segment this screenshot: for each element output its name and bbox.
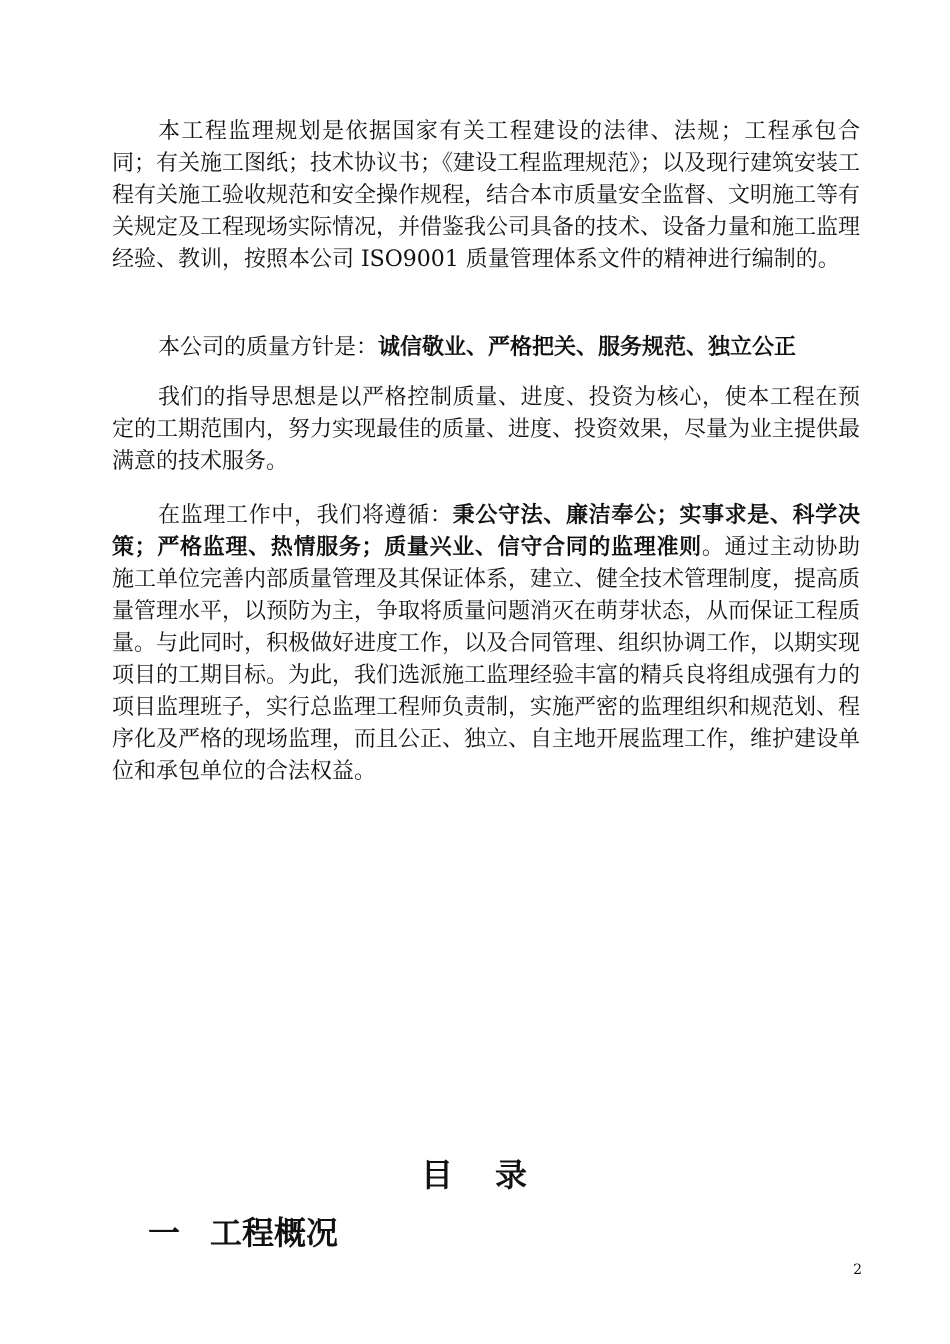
page-number: 2 <box>853 1262 862 1278</box>
toc-title <box>0 1150 950 1196</box>
quality-policy-lead: 本公司的质量方针是： <box>158 335 379 360</box>
paragraph-supervision-principles <box>112 500 860 788</box>
section-number: 一 <box>148 1214 181 1252</box>
paragraph-planning-basis <box>112 116 860 276</box>
quality-policy-line <box>112 332 860 364</box>
principles-lead: 在监理工作中，我们将遵循： <box>158 503 453 528</box>
paragraph-guiding-idea <box>112 382 860 478</box>
toc-title-char-2: 录 <box>495 1156 530 1194</box>
toc-title-char-1: 目 <box>420 1156 455 1194</box>
principles-line <box>112 500 860 788</box>
paragraph-quality-policy <box>112 332 860 364</box>
paragraph-text: 我们的指导思想是以严格控制质量、进度、投资为核心，使本工程在预定的工期范围内，努力实现最佳的质量、进度、投资效果，尽量为业主提供最满意的技术服务。 <box>112 385 861 474</box>
section-heading-1 <box>148 1208 338 1254</box>
paragraph-text: 本工程监理规划是依据国家有关工程建设的法律、法规；工程承包合同；有关施工图纸；技术协议书；《建设工程监理规范》；以及现行建筑安装工程有关施工验收规范和安全操作规程，结合本市质量安全监督、文明施工等有关规定及工程现场实际情况，并借鉴我公司具备的技术、设备力量和施工监理经验、教训，按照本公司 ISO9001 质量管理体系文件的精神进行编制的。 <box>112 119 861 272</box>
section-title: 工程概况 <box>210 1214 339 1252</box>
principles-bold: 秉公守法、廉洁奉公；实事求是、科学决策；严格监理、热情服务；质量兴业、信守合同的监理准则 <box>112 503 860 560</box>
principles-rest: 。通过主动协助施工单位完善内部质量管理及其保证体系，建立、健全技术管理制度，提高质量管理水平，以预防为主，争取将质量问题消灭在萌芽状态，从而保证工程质量。与此同时，积极做好进度工作，以及合同管理、组织协调工作，以期实现项目的工期目标。为此，我们选派施工监理经验丰富的精兵良将组成强有力的项目监理班子，实行总监理工程师负责制，实施严密的监理组织和规范划、程序化及严格的现场监理，而且公正、独立、自主地开展监理工作，维护建设单位和承包单位的合法权益。 <box>112 535 861 784</box>
quality-policy-bold: 诚信敬业、严格把关、服务规范、独立公正 <box>378 335 797 360</box>
